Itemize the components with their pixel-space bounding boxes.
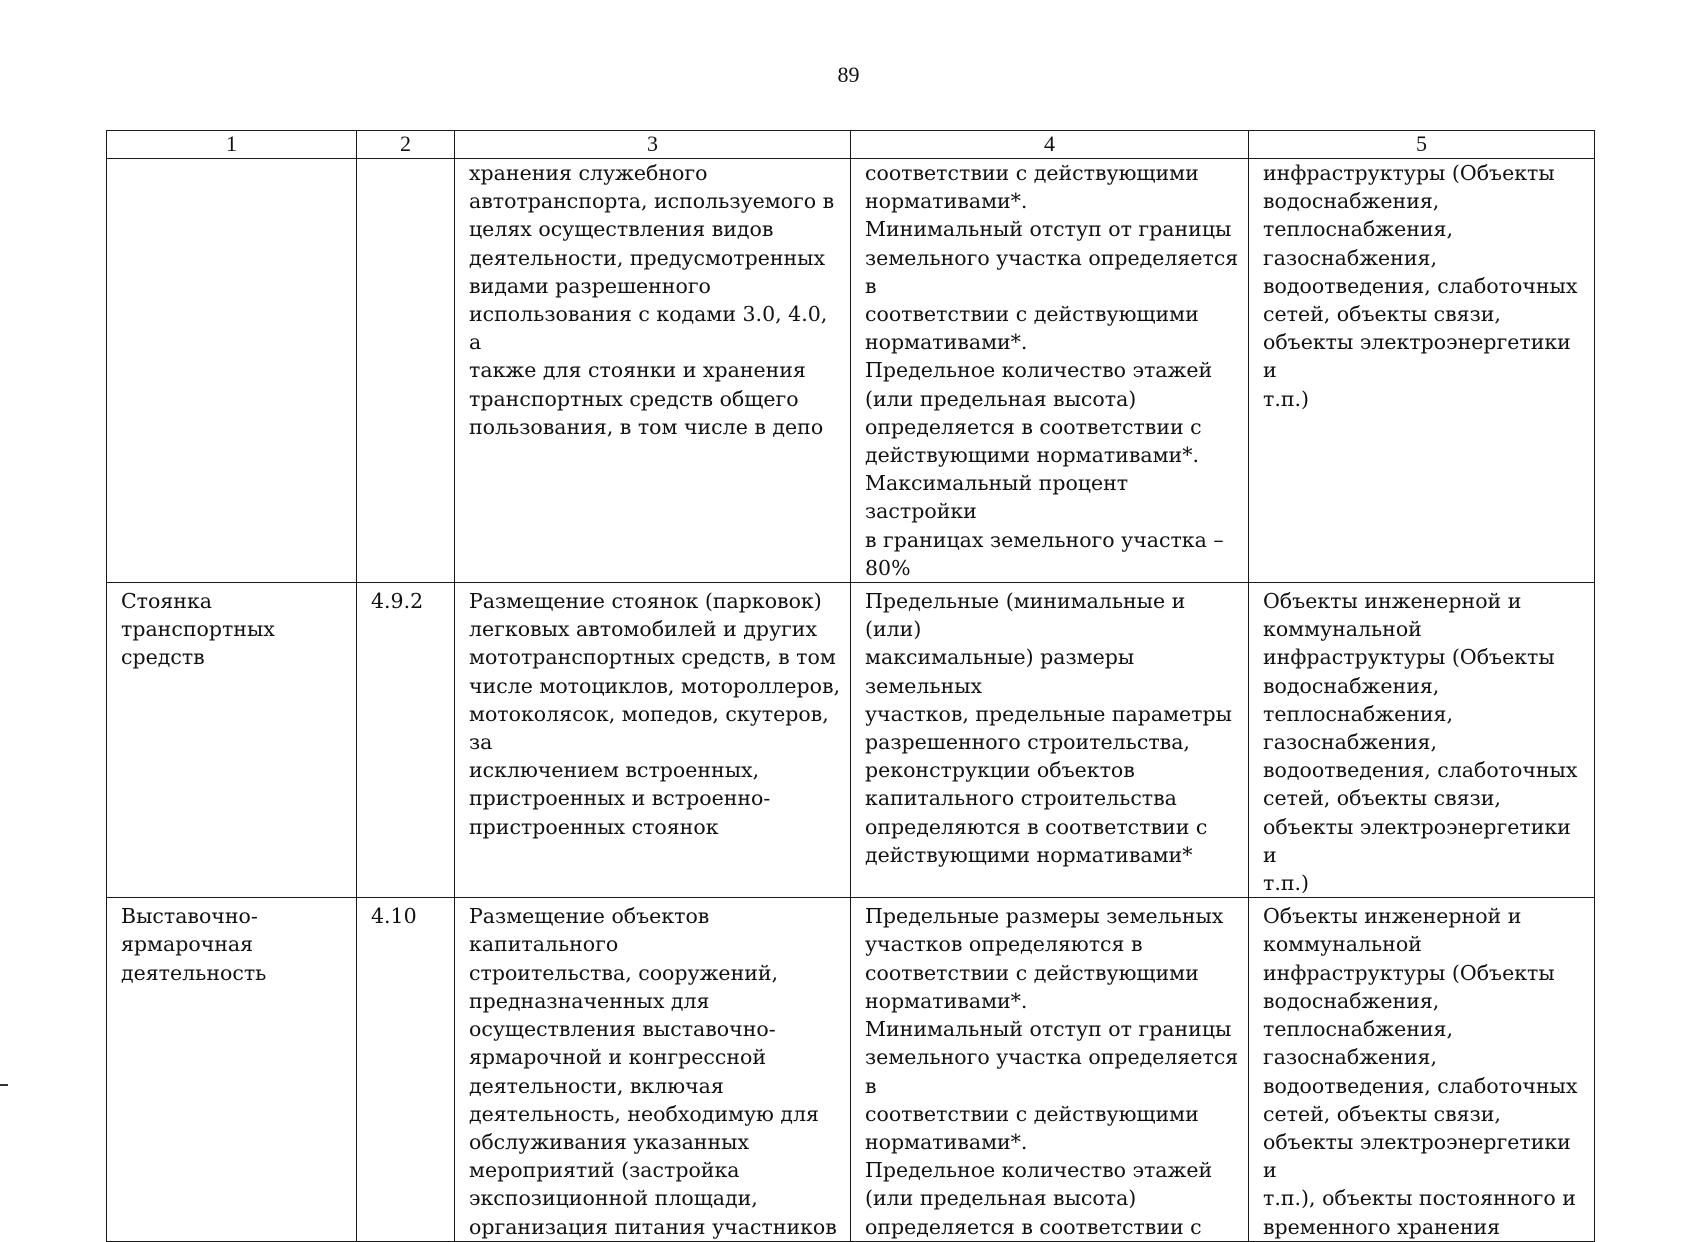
table-header-row: [107, 131, 1595, 159]
cell-parameters-text: Предельные (минимальные и (или) максимальные) размеры земельных участков, предельные параметры разрешенного строительства, реконструкции объектов капитального строительства определяются в соответствии с действующими нормативами*: [865, 589, 1232, 867]
column-header-5: 5: [1249, 131, 1595, 159]
margin-mark: [0, 1084, 8, 1086]
cell-code-text: 4.9.2: [371, 589, 424, 614]
cell-description-text: Размещение стоянок (парковок) легковых автомобилей и других мототранспортных средств, в том числе мотоциклов, мотороллеров, мотоколясок, мопедов, скутеров, за исключением встроенных, пристроенных и встроенно- пристроенных стоянок: [469, 589, 841, 839]
cell-use-name-text: Стоянка транспортных средств: [121, 589, 275, 670]
cell-code: [357, 583, 455, 898]
cell-auxiliary-objects: [1249, 159, 1595, 583]
cell-parameters: [851, 159, 1249, 583]
table-row: [107, 583, 1595, 898]
cell-use-name: [107, 159, 357, 583]
cell-description-text: хранения служебного автотранспорта, используемого в целях осуществления видов деятельности, предусмотренных видами разрешенного использования с кодами 3.0, 4.0, а также для стоянки и хранения транспортных средств общего пользования, в том числе в депо: [469, 161, 835, 439]
cell-description: [455, 159, 851, 583]
cell-code: [357, 159, 455, 583]
page-number: 89: [837, 62, 860, 87]
cell-code: [357, 898, 455, 1241]
cell-auxiliary-objects-text: инфраструктуры (Объекты водоснабжения, теплоснабжения, газоснабжения, водоотведения, слаботочных сетей, объекты связи, объекты электроэнергетики и т.п.): [1263, 161, 1578, 411]
cell-auxiliary-objects-text: Объекты инженерной и коммунальной инфраструктуры (Объекты водоснабжения, теплоснабжения, газоснабжения, водоотведения, слаботочных сетей, объекты связи, объекты электроэнергетики и т.п.), объекты постоянного и временного хранения: [1263, 904, 1578, 1239]
cell-parameters-text: Предельные размеры земельных участков определяются в соответствии с действующими нормативами*. Минимальный отступ от границы земельного участка определяется в соответствии с действующими нормативами*. Предельное количество этажей (или предельная высота) определяется в соответствии с: [865, 904, 1239, 1239]
cell-auxiliary-objects: [1249, 898, 1595, 1241]
cell-use-name-text: Выставочно- ярмарочная деятельность: [121, 904, 267, 985]
cell-description: [455, 898, 851, 1241]
table-row: [107, 159, 1595, 583]
column-header-2: 2: [357, 131, 455, 159]
cell-use-name: [107, 898, 357, 1241]
cell-description-text: Размещение объектов капитального строительства, сооружений, предназначенных для осуществления выставочно- ярмарочной и конгрессной деятельности, включая деятельность, необходимую для обслуживания указанных мероприятий (застройка экспозиционной площади, организация питания участников: [469, 904, 837, 1239]
cell-parameters: [851, 583, 1249, 898]
land-use-table: [106, 130, 1595, 1242]
cell-auxiliary-objects: [1249, 583, 1595, 898]
table-row: [107, 898, 1595, 1241]
cell-parameters-text: соответствии с действующими нормативами*. Минимальный отступ от границы земельного участка определяется в соответствии с действующими нормативами*. Предельное количество этажей (или предельная высота) определяется в соответствии с действующими нормативами*. Максимальный процент застройки в границах земельного участка – 80%: [865, 161, 1239, 580]
column-header-3: 3: [455, 131, 851, 159]
cell-code-text: 4.10: [371, 904, 417, 929]
cell-parameters: [851, 898, 1249, 1241]
cell-description: [455, 583, 851, 898]
column-header-1: 1: [107, 131, 357, 159]
cell-use-name: [107, 583, 357, 898]
cell-auxiliary-objects-text: Объекты инженерной и коммунальной инфраструктуры (Объекты водоснабжения, теплоснабжения, газоснабжения, водоотведения, слаботочных сетей, объекты связи, объекты электроэнергетики и т.п.): [1263, 589, 1578, 896]
column-header-4: 4: [851, 131, 1249, 159]
